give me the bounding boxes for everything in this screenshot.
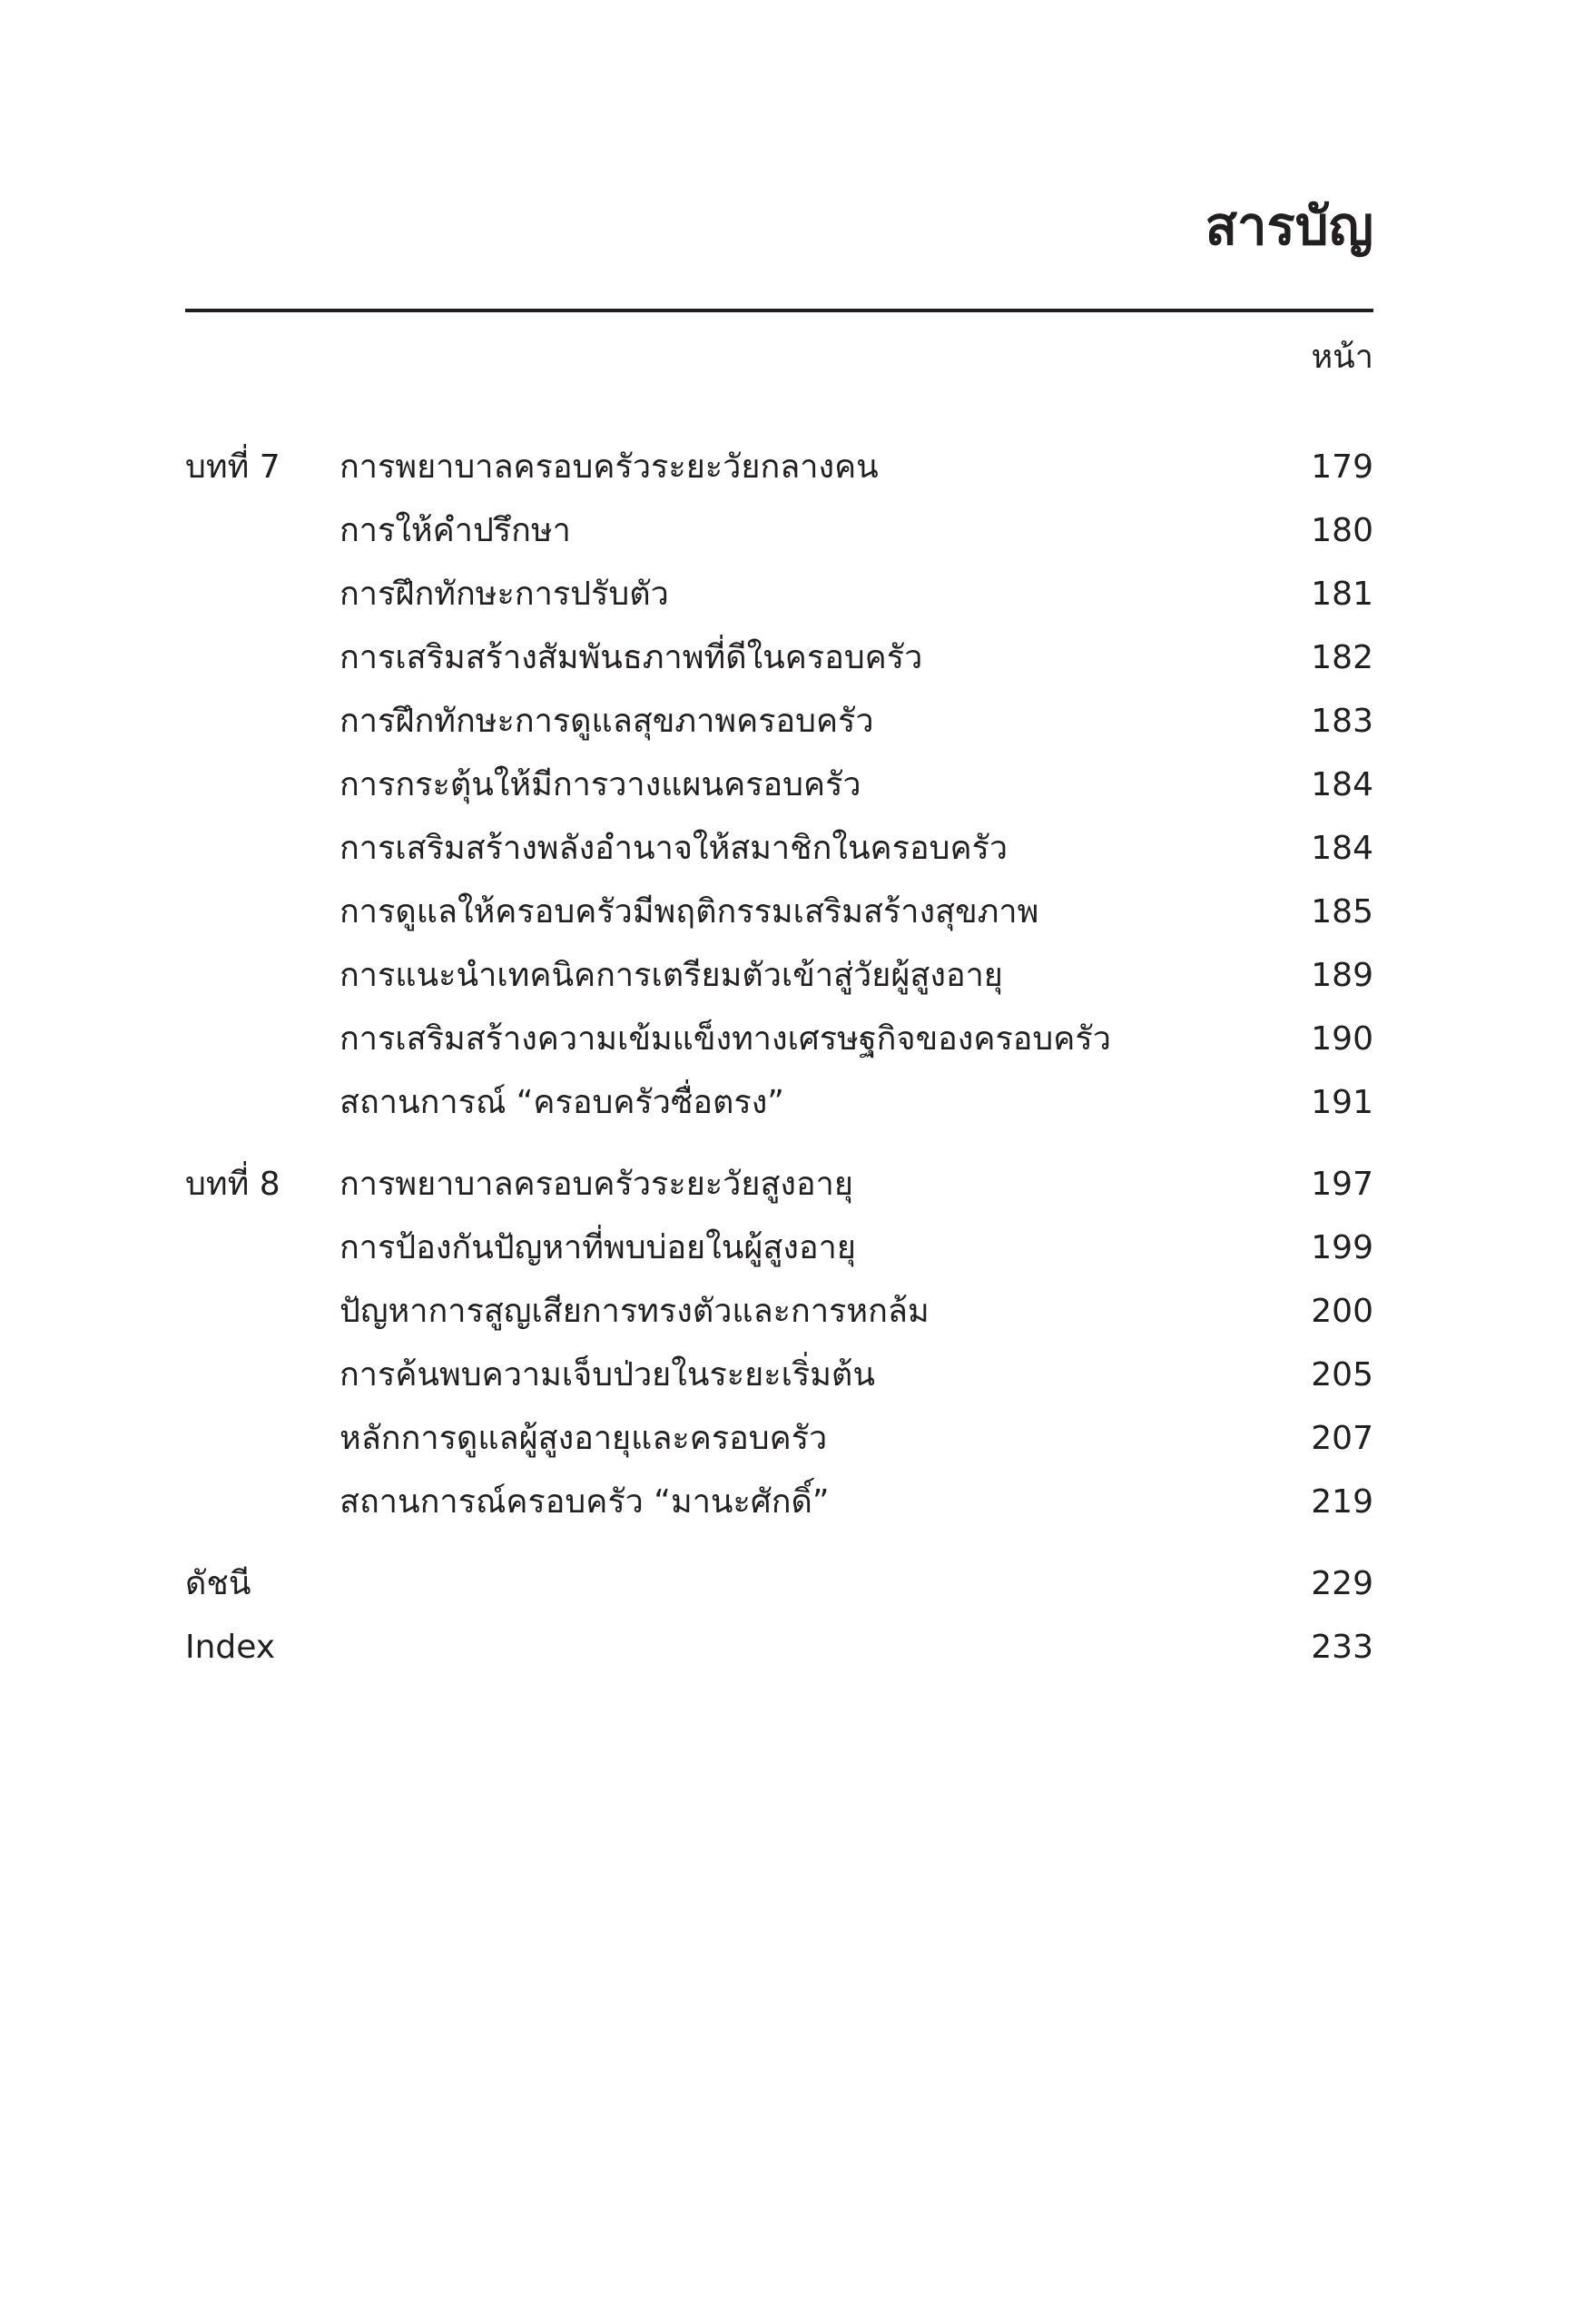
page-number: 184 [1311,830,1373,867]
page-number: 180 [1311,512,1373,549]
page-number: 200 [1311,1293,1373,1330]
page-number: 183 [1311,703,1373,740]
entry-title: ดัชนี [185,1565,251,1602]
entry-title: การฝึกทักษะการปรับตัว [339,576,669,613]
toc-row[interactable] [185,1407,1373,1471]
title-divider [185,309,1373,312]
page-number: 205 [1311,1356,1373,1393]
toc-row[interactable] [185,499,1373,563]
entry-title: การเสริมสร้างความเข้มแข็งทางเศรษฐกิจของครอบครัว [339,1020,1111,1058]
entry-title: การป้องกันปัญหาที่พบบ่อยในผู้สูงอายุ [339,1229,856,1266]
toc-row[interactable] [185,1008,1373,1071]
entry-title: Index [185,1629,276,1666]
entry-title: สถานการณ์ครอบครัว “มานะศักดิ์” [339,1483,830,1521]
page-column-label: หน้า [1311,339,1373,376]
chapter-8 [185,1153,1373,1534]
toc-row[interactable] [185,1216,1373,1280]
toc-row[interactable] [185,436,1373,499]
toc-row[interactable] [185,1280,1373,1344]
toc-row[interactable] [185,1071,1373,1135]
toc-row[interactable] [185,1552,1373,1616]
entry-title: หลักการดูแลผู้สูงอายุและครอบครัว [339,1420,828,1457]
toc-row[interactable] [185,881,1373,944]
page-number: 197 [1311,1166,1373,1203]
back-matter [185,1552,1373,1679]
toc-row[interactable] [185,690,1373,753]
toc-row[interactable] [185,1344,1373,1407]
toc-row[interactable] [185,817,1373,881]
page-number: 185 [1311,893,1373,931]
chapter-label: บทที่ 7 [185,448,280,486]
page-number: 233 [1311,1629,1373,1666]
toc-row[interactable] [185,1471,1373,1534]
entry-title: การดูแลให้ครอบครัวมีพฤติกรรมเสริมสร้างสุขภาพ [339,893,1039,931]
toc-row[interactable] [185,626,1373,690]
toc-row[interactable] [185,753,1373,817]
page-number: 189 [1311,957,1373,994]
page-number: 179 [1311,448,1373,486]
entry-title: การเสริมสร้างพลังอำนาจให้สมาชิกในครอบครัว [339,830,1008,867]
entry-title: การพยาบาลครอบครัวระยะวัยกลางคน [339,448,879,486]
entry-title: ปัญหาการสูญเสียการทรงตัวและการหกล้ม [339,1293,930,1330]
entry-title: การค้นพบความเจ็บป่วยในระยะเริ่มต้น [339,1356,875,1393]
page-number: 190 [1311,1020,1373,1058]
page-number: 182 [1311,639,1373,676]
toc-row[interactable] [185,1616,1373,1679]
entry-title: การให้คำปรึกษา [339,512,571,549]
entry-title: การพยาบาลครอบครัวระยะวัยสูงอายุ [339,1166,853,1203]
page-title: สารบัญ [1205,195,1373,257]
page-number: 184 [1311,766,1373,803]
entry-title: สถานการณ์ “ครอบครัวซื่อตรง” [339,1084,784,1121]
page-number: 199 [1311,1229,1373,1266]
page-number: 191 [1311,1084,1373,1121]
entry-title: การแนะนำเทคนิคการเตรียมตัวเข้าสู่วัยผู้สูงอายุ [339,957,1003,994]
entry-title: การเสริมสร้างสัมพันธภาพที่ดีในครอบครัว [339,639,923,676]
chapter-7 [185,436,1373,1135]
page-number: 219 [1311,1483,1373,1521]
table-of-contents [185,436,1373,1679]
page-number: 207 [1311,1420,1373,1457]
toc-row[interactable] [185,944,1373,1008]
toc-row[interactable] [185,1153,1373,1216]
page-number: 181 [1311,576,1373,613]
toc-row[interactable] [185,563,1373,626]
entry-title: การฝึกทักษะการดูแลสุขภาพครอบครัว [339,703,874,740]
page-number: 229 [1311,1565,1373,1602]
entry-title: การกระตุ้นให้มีการวางแผนครอบครัว [339,766,861,803]
chapter-label: บทที่ 8 [185,1166,280,1203]
